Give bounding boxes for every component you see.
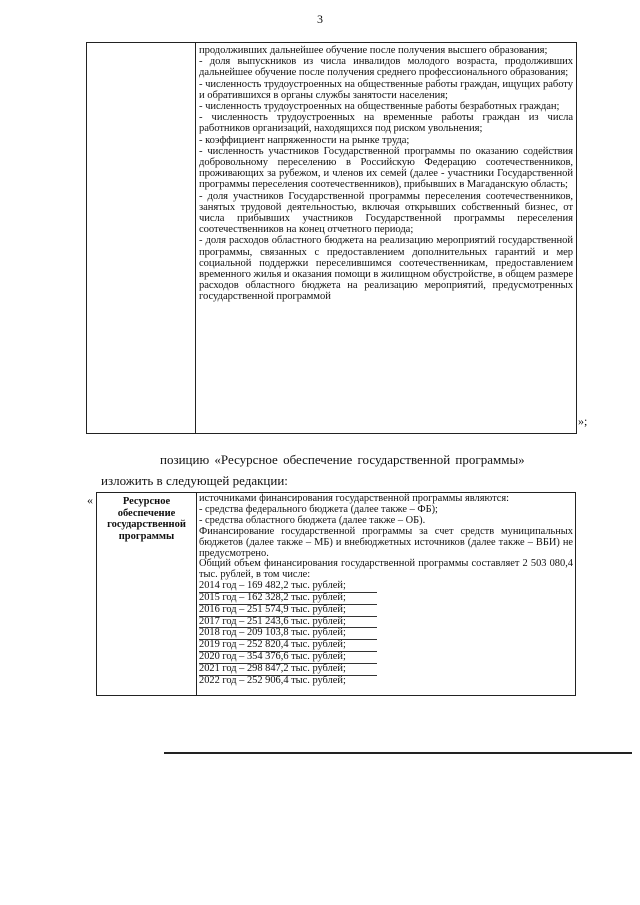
indicator-item: - численность участников Государственной программы по оказанию содействия добровольному переселению в Российскую Федерацию соотечественников, проживающих за рубежом, и членов их семей (далее - участники Государственной программы переселения соотечественников), прибывших в Магаданскую область; — [199, 145, 573, 191]
funding-line: - средства федерального бюджета (далее также – ФБ); — [199, 503, 438, 515]
opening-quote: « — [87, 493, 93, 507]
footer-divider — [164, 752, 632, 754]
funding-year-row: 2018 год – 209 103,8 тыс. рублей; — [199, 628, 377, 640]
funding-year-row: 2015 год – 162 328,2 тыс. рублей; — [199, 593, 377, 605]
indicators-table-right-cell — [196, 43, 577, 433]
funding-year-row: 2020 год – 354 376,6 тыс. рублей; — [199, 652, 377, 664]
resource-table-label: Ресурсное обеспечение государственной программы — [97, 493, 197, 695]
funding-intro: источниками финансирования государственной программы являются: — [199, 493, 510, 504]
funding-year-row: 2019 год – 252 820,4 тыс. рублей; — [199, 640, 377, 652]
funding-year-row: 2014 год – 169 482,2 тыс. рублей; — [199, 581, 377, 593]
paragraph-edit-instruction: изложить в следующей редакции: — [101, 473, 288, 488]
funding-line: Общий объем финансирования государственной программы составляет 2 503 080,4 тыс. рублей, в том числе: — [199, 558, 573, 581]
indicator-item: - численность трудоустроенных на общественные работы безработных граждан; — [199, 101, 560, 113]
paragraph-position: позицию «Ресурсное обеспечение государственной программы» — [160, 452, 525, 467]
indicator-item: - доля расходов областного бюджета на реализацию мероприятий государственной программы, связанных с предоставлением дополнительных гарантий и мер социальной поддержки переселившимся соотечественникам, предоставлением временного жилья и оказания помощи в жилищном обустройстве, в общем размере расходов областного бюджета на реализацию мероприятий, предусмотренных государственной программой — [199, 235, 573, 303]
funding-years-list — [199, 581, 573, 686]
indicators-table — [86, 42, 577, 434]
funding-line: - средства областного бюджета (далее также – ОБ). — [199, 514, 426, 526]
resource-table-content — [199, 493, 573, 696]
indicator-item: - численность трудоустроенных на временные работы граждан из числа работников организаций, находящихся под риском увольнения; — [199, 112, 573, 135]
indicator-item: - численность трудоустроенных на общественные работы граждан, ищущих работу и обратившихся в органы службы занятости населения; — [199, 78, 573, 101]
indicator-item: продолживших дальнейшее обучение после получения высшего образования; — [199, 45, 548, 56]
indicators-table-left-cell — [87, 43, 196, 433]
funding-year-row: 2021 год – 298 847,2 тыс. рублей; — [199, 664, 377, 676]
funding-year-row: 2017 год – 251 243,6 тыс. рублей; — [199, 617, 377, 629]
closing-quote: »; — [578, 414, 588, 428]
indicator-item: - коэффициент напряженности на рынке труда; — [199, 134, 410, 146]
indicator-item: - доля выпускников из числа инвалидов молодого возраста, продолживших дальнейшее обучение после получения среднего профессионального образования; — [199, 56, 573, 79]
funding-year-row: 2016 год – 251 574,9 тыс. рублей; — [199, 605, 377, 617]
indicator-item: - доля участников Государственной программы переселения соотечественников, занятых трудовой деятельностью, включая открывших собственный бизнес, от числа прибывших участников Государственной программы переселения соотечественников на конец отчетного периода; — [199, 190, 573, 236]
funding-line: Финансирование государственной программы за счет средств муниципальных бюджетов (далее также – МБ) и внебюджетных источников (далее также – ВБИ) не предусмотрено. — [199, 525, 573, 559]
funding-year-row: 2022 год – 252 906,4 тыс. рублей; — [199, 674, 346, 686]
page-number: 3 — [317, 12, 323, 26]
resource-table — [96, 492, 576, 696]
